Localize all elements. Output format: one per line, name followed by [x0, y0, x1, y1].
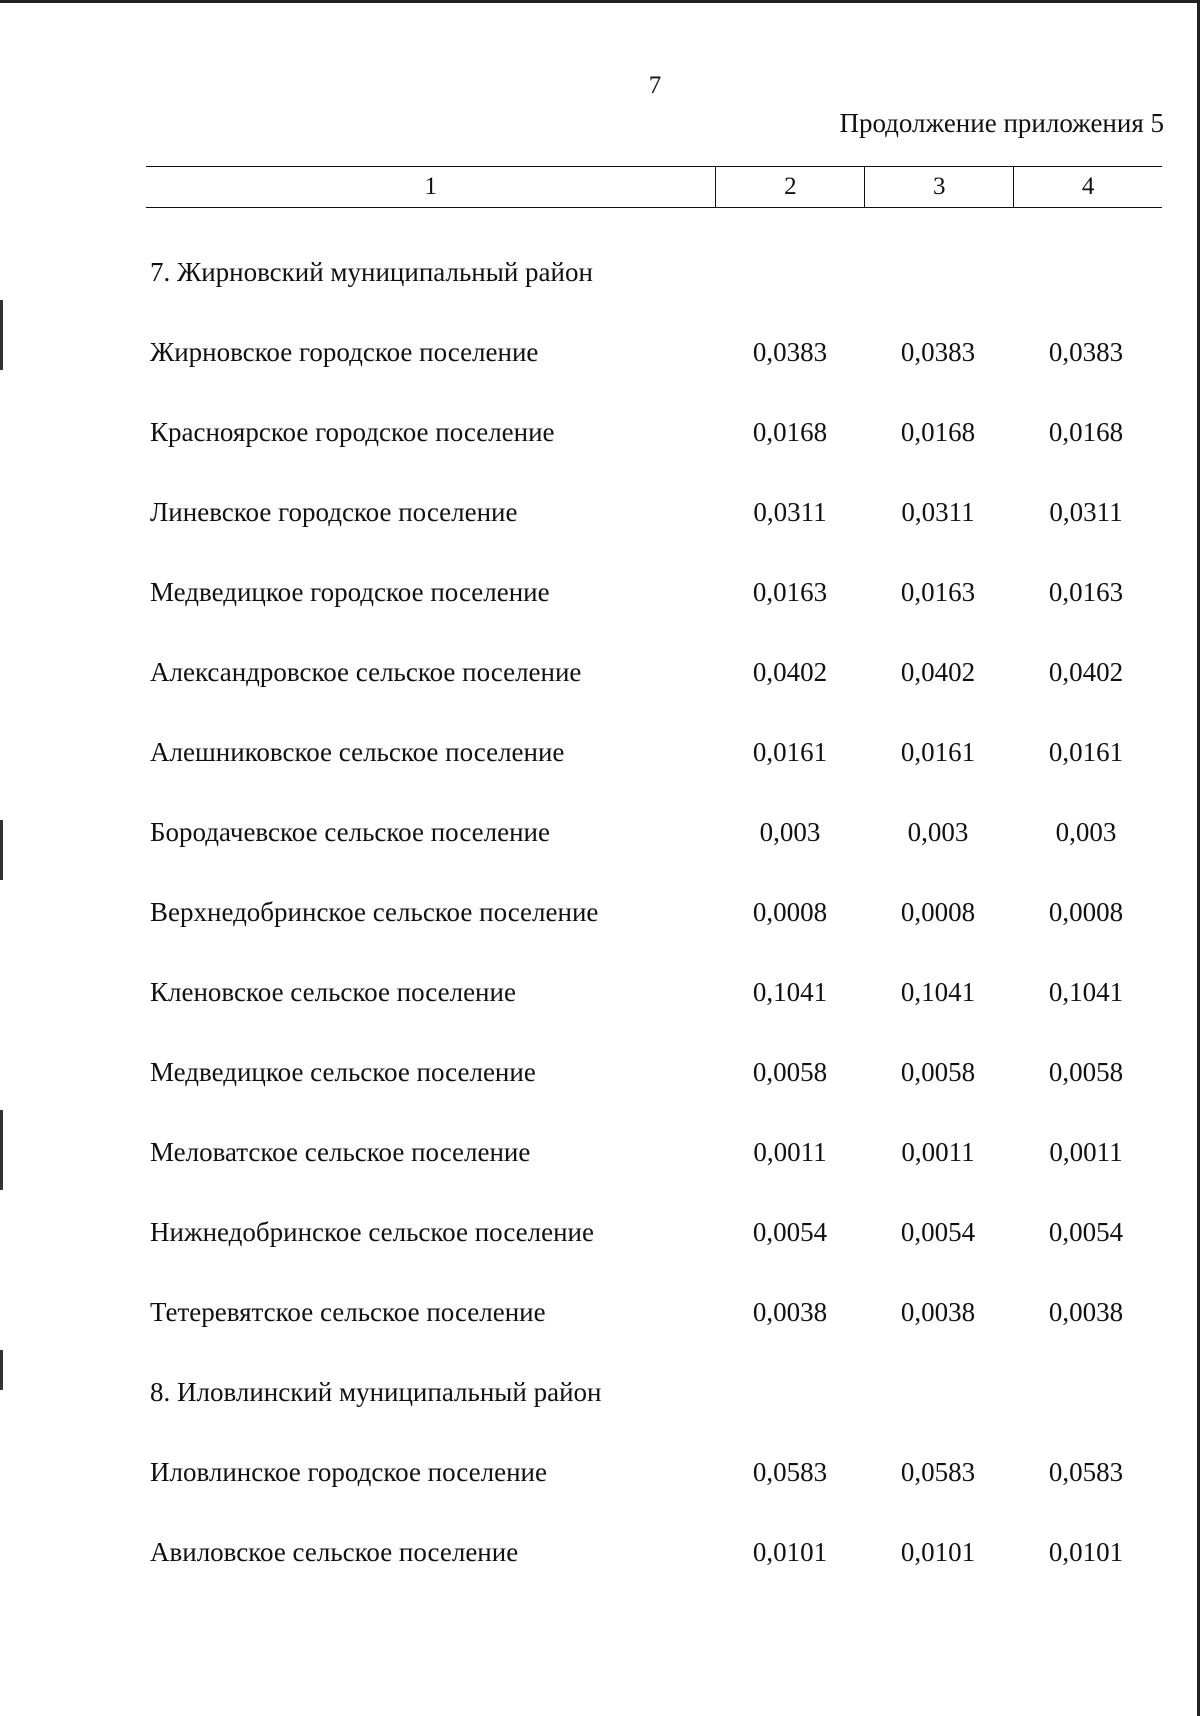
value-col-4: 0,0311	[1049, 496, 1123, 527]
table-header	[146, 166, 1162, 208]
section-heading-row	[150, 1352, 1160, 1432]
value-col-3: 0,0101	[900, 1536, 976, 1567]
table-row	[150, 872, 1160, 952]
table-row	[150, 392, 1160, 472]
value-col-4: 0,0402	[1048, 656, 1124, 687]
settlement-name: Александровское сельское поселение	[150, 656, 582, 687]
value-col-2: 0,0383	[752, 336, 828, 367]
value-col-3: 0,0058	[900, 1056, 976, 1087]
scan-mark	[0, 1350, 3, 1390]
value-col-4: 0,0008	[1048, 896, 1124, 927]
scan-mark	[0, 300, 3, 370]
value-col-2: 0,1041	[752, 976, 828, 1007]
settlement-name: Медведицкое городское поселение	[150, 576, 550, 607]
value-col-3: 0,0168	[900, 416, 976, 447]
value-col-3: 0,0402	[900, 656, 976, 687]
value-col-2: 0,0583	[752, 1456, 828, 1487]
value-col-2: 0,0038	[752, 1296, 828, 1327]
value-col-2: 0,0168	[752, 416, 828, 447]
settlement-name: Иловлинское городское поселение	[150, 1456, 547, 1487]
header-col-4: 4	[1013, 167, 1162, 207]
settlement-name: Линевское городское поселение	[150, 496, 518, 527]
settlement-name: Меловатское сельское поселение	[150, 1136, 531, 1167]
header-col-3: 3	[864, 167, 1013, 207]
value-col-3: 0,0311	[901, 496, 975, 527]
value-col-2: 0,0161	[752, 736, 828, 767]
value-col-3: 0,003	[907, 816, 969, 847]
value-col-3: 0,0038	[900, 1296, 976, 1327]
value-col-4: 0,0168	[1048, 416, 1124, 447]
value-col-4: 0,0054	[1048, 1216, 1124, 1247]
value-col-4: 0,0161	[1048, 736, 1124, 767]
settlement-name: Алешниковское сельское поселение	[150, 736, 565, 767]
settlement-name: Авиловское сельское поселение	[150, 1536, 519, 1567]
table-row	[150, 552, 1160, 632]
table-row	[150, 1032, 1160, 1112]
table-row	[150, 1192, 1160, 1272]
value-col-2: 0,0054	[752, 1216, 828, 1247]
page-number: 7	[648, 72, 662, 99]
scan-border-top	[0, 0, 1200, 3]
scan-mark	[0, 820, 3, 880]
section-heading-row	[150, 232, 1160, 312]
table-row	[150, 312, 1160, 392]
value-col-2: 0,0058	[752, 1056, 828, 1087]
value-col-2: 0,0101	[752, 1536, 828, 1567]
value-col-4: 0,0583	[1048, 1456, 1124, 1487]
section-title: 7. Жирновский муниципальный район	[150, 256, 593, 287]
section-title: 8. Иловлинский муниципальный район	[150, 1376, 602, 1407]
scan-mark	[0, 1110, 3, 1190]
value-col-3: 0,0583	[900, 1456, 976, 1487]
value-col-4: 0,0011	[1049, 1136, 1123, 1167]
value-col-2: 0,0311	[753, 496, 827, 527]
table-row	[150, 632, 1160, 712]
value-col-2: 0,0402	[752, 656, 828, 687]
table-row	[150, 1512, 1160, 1592]
value-col-3: 0,0383	[900, 336, 976, 367]
value-col-4: 0,0163	[1048, 576, 1124, 607]
value-col-3: 0,0011	[901, 1136, 975, 1167]
table-row	[150, 1112, 1160, 1192]
header-col-2: 2	[715, 167, 864, 207]
settlement-name: Нижнедобринское сельское поселение	[150, 1216, 594, 1247]
value-col-4: 0,0101	[1048, 1536, 1124, 1567]
value-col-4: 0,0383	[1048, 336, 1124, 367]
settlement-name: Кленовское сельское поселение	[150, 976, 516, 1007]
value-col-2: 0,0163	[752, 576, 828, 607]
value-col-3: 0,1041	[900, 976, 976, 1007]
table-body	[150, 232, 1160, 1592]
table-row	[150, 952, 1160, 1032]
header-col-1: 1	[424, 173, 437, 200]
value-col-4: 0,0058	[1048, 1056, 1124, 1087]
value-col-4: 0,1041	[1048, 976, 1124, 1007]
value-col-3: 0,0008	[900, 896, 976, 927]
value-col-3: 0,0054	[900, 1216, 976, 1247]
value-col-2: 0,0008	[752, 896, 828, 927]
value-col-2: 0,0011	[753, 1136, 827, 1167]
settlement-name: Красноярское городское поселение	[150, 416, 555, 447]
table-row	[150, 1432, 1160, 1512]
settlement-name: Верхнедобринское сельское поселение	[150, 896, 599, 927]
settlement-name: Тетеревятское сельское поселение	[150, 1296, 546, 1327]
settlement-name: Жирновское городское поселение	[150, 336, 539, 367]
table-row	[150, 472, 1160, 552]
settlement-name: Медведицкое сельское поселение	[150, 1056, 536, 1087]
table-row	[150, 792, 1160, 872]
value-col-3: 0,0161	[900, 736, 976, 767]
value-col-2: 0,003	[759, 816, 821, 847]
table-row	[150, 712, 1160, 792]
value-col-3: 0,0163	[900, 576, 976, 607]
value-col-4: 0,0038	[1048, 1296, 1124, 1327]
settlement-name: Бородачевское сельское поселение	[150, 816, 550, 847]
appendix-note: Продолжение приложения 5	[839, 108, 1164, 138]
table-row	[150, 1272, 1160, 1352]
value-col-4: 0,003	[1055, 816, 1117, 847]
